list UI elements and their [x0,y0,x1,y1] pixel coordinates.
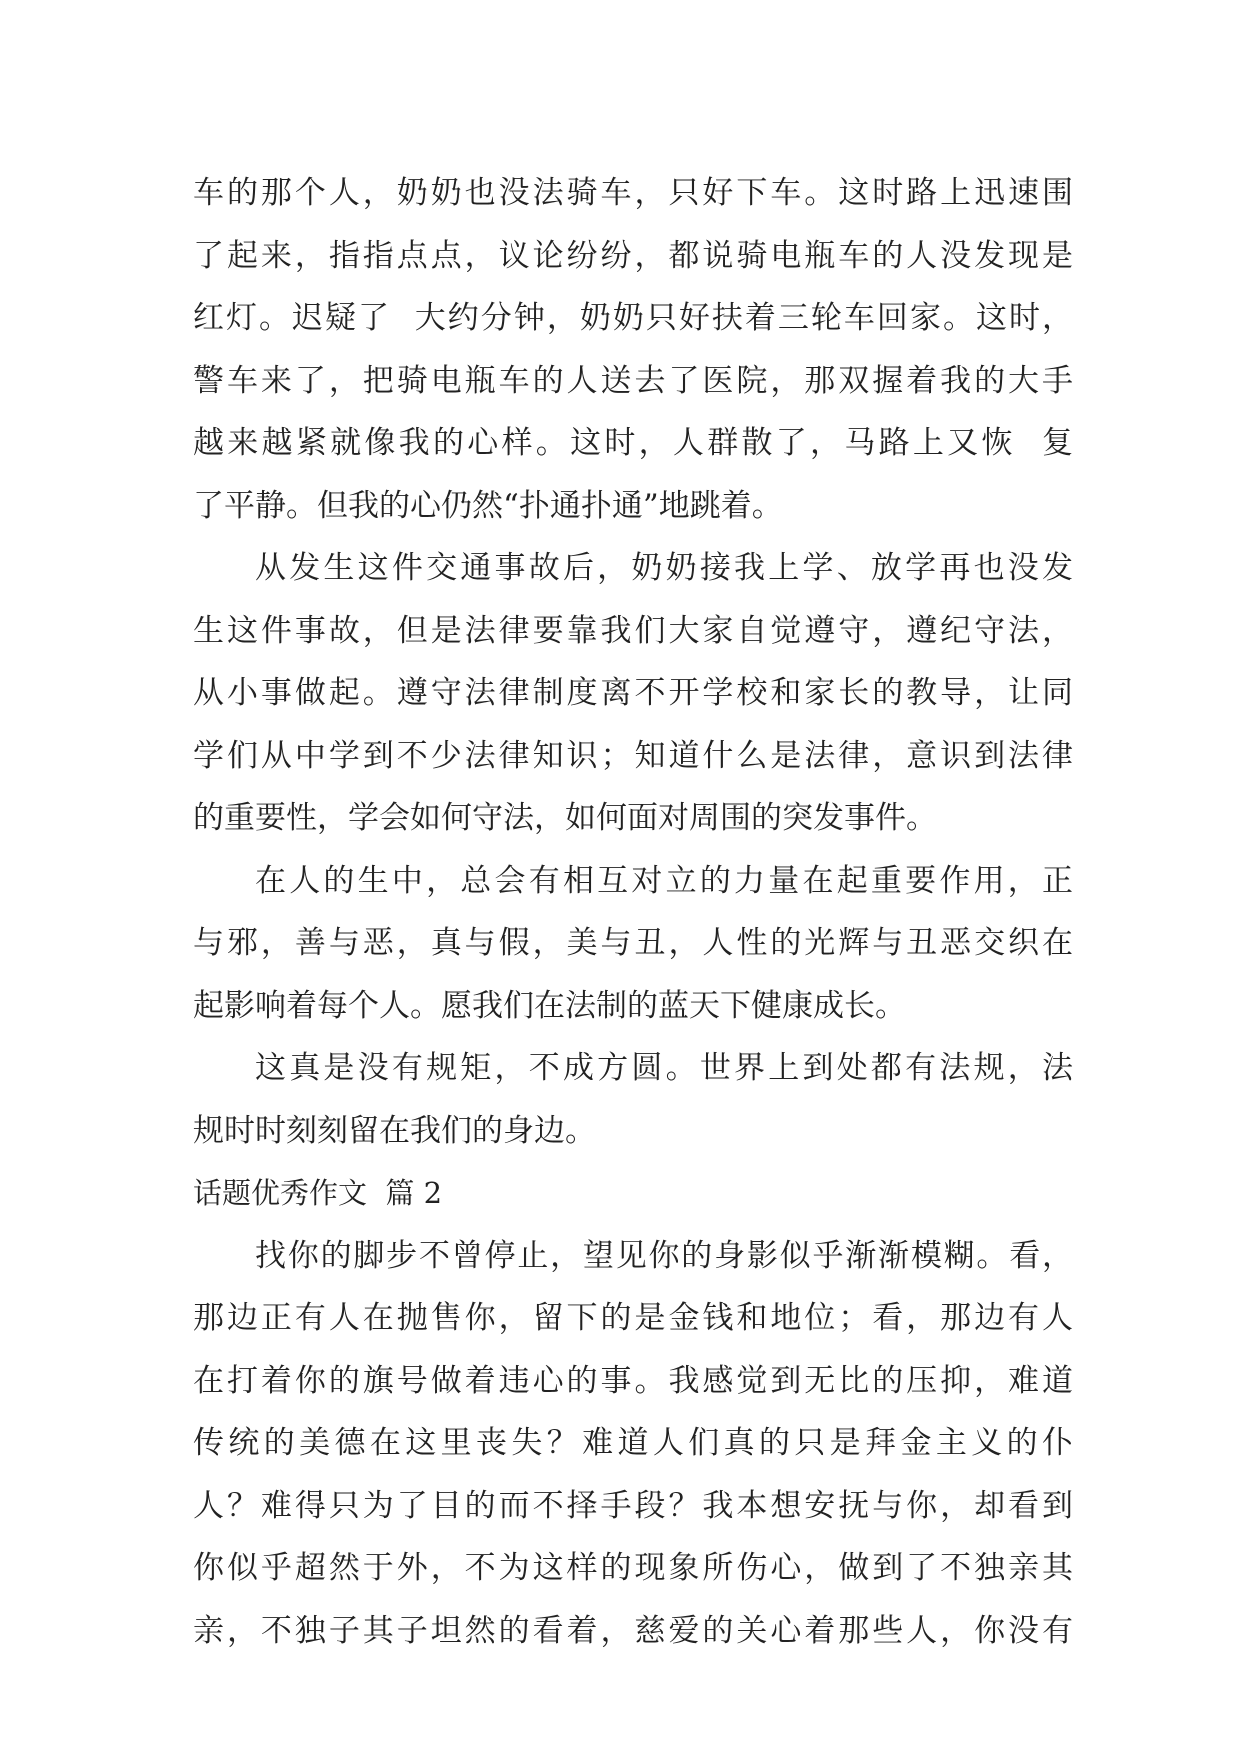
text-line: 生这件事故，但是法律要靠我们大家自觉遵守，遵纪守法， [193,612,1073,649]
text-line: 这真是没有规矩，不成方圆。世界上到处都有法规，法 [255,1050,1073,1086]
text-line: 在人的生中，总会有相互对立的力量在起重要作用，正 [255,862,1073,899]
section-heading: 话题优秀作文 篇 2 [193,1176,443,1210]
text-line: 从小事做起。遵守法律制度离不开学校和家长的教导，让同 [193,675,1073,711]
text-line: 的重要性，学会如何守法，如何面对周围的突发事件。 [193,800,937,836]
text-line: 亲，不独子其子坦然的看着，慈爱的关心着那些人，你没有 [193,1612,1073,1649]
text-line: 学们从中学到不少法律知识；知道什么是法律，意识到法律 [193,737,1073,774]
paragraph-2 [193,537,1073,850]
paragraph-4 [193,1037,1073,1162]
text-line: 了起来，指指点点，议论纷纷，都说骑电瓶车的人没发现是 [193,237,1073,274]
text-line: 车的那个人，奶奶也没法骑车，只好下车。这时路上迅速围 [193,175,1073,211]
text-line: 起影响着每个人。愿我们在法制的蓝天下健康成长。 [193,987,906,1024]
paragraph-1 [193,162,1073,537]
document-body [193,162,1073,1662]
paragraph-5 [193,1225,1073,1663]
text-line: 与邪，善与恶，真与假，美与丑，人性的光辉与丑恶交织在 [193,925,1073,961]
text-line: 人？难得只为了目的而不择手段？我本想安抚与你，却看到 [193,1487,1073,1524]
text-line: 越来越紧就像我的心样。这时，人群散了，马路上又恢 复 [193,425,1073,461]
text-line: 红灯。迟疑了 大约分钟，奶奶只好扶着三轮车回家。这时， [193,300,1073,336]
text-line: 规时时刻刻留在我们的身边。 [193,1112,596,1149]
paragraph-3 [193,850,1073,1038]
text-line: 你似乎超然于外，不为这样的现象所伤心，做到了不独亲其 [193,1550,1073,1586]
text-line: 在打着你的旗号做着违心的事。我感觉到无比的压抑，难道 [193,1362,1073,1399]
text-line: 那边正有人在抛售你，留下的是金钱和地位；看，那边有人 [193,1300,1073,1336]
text-line: 传统的美德在这里丧失？难道人们真的只是拜金主义的仆 [193,1425,1073,1461]
text-line: 找你的脚步不曾停止，望见你的身影似乎渐渐模糊。看， [255,1237,1073,1274]
text-line: 警车来了，把骑电瓶车的人送去了医院，那双握着我的大手 [193,362,1073,399]
text-line: 从发生这件交通事故后，奶奶接我上学、放学再也没发 [255,550,1073,586]
text-line: 了平静。但我的心仍然“扑通扑通”地跳着。 [193,487,783,524]
